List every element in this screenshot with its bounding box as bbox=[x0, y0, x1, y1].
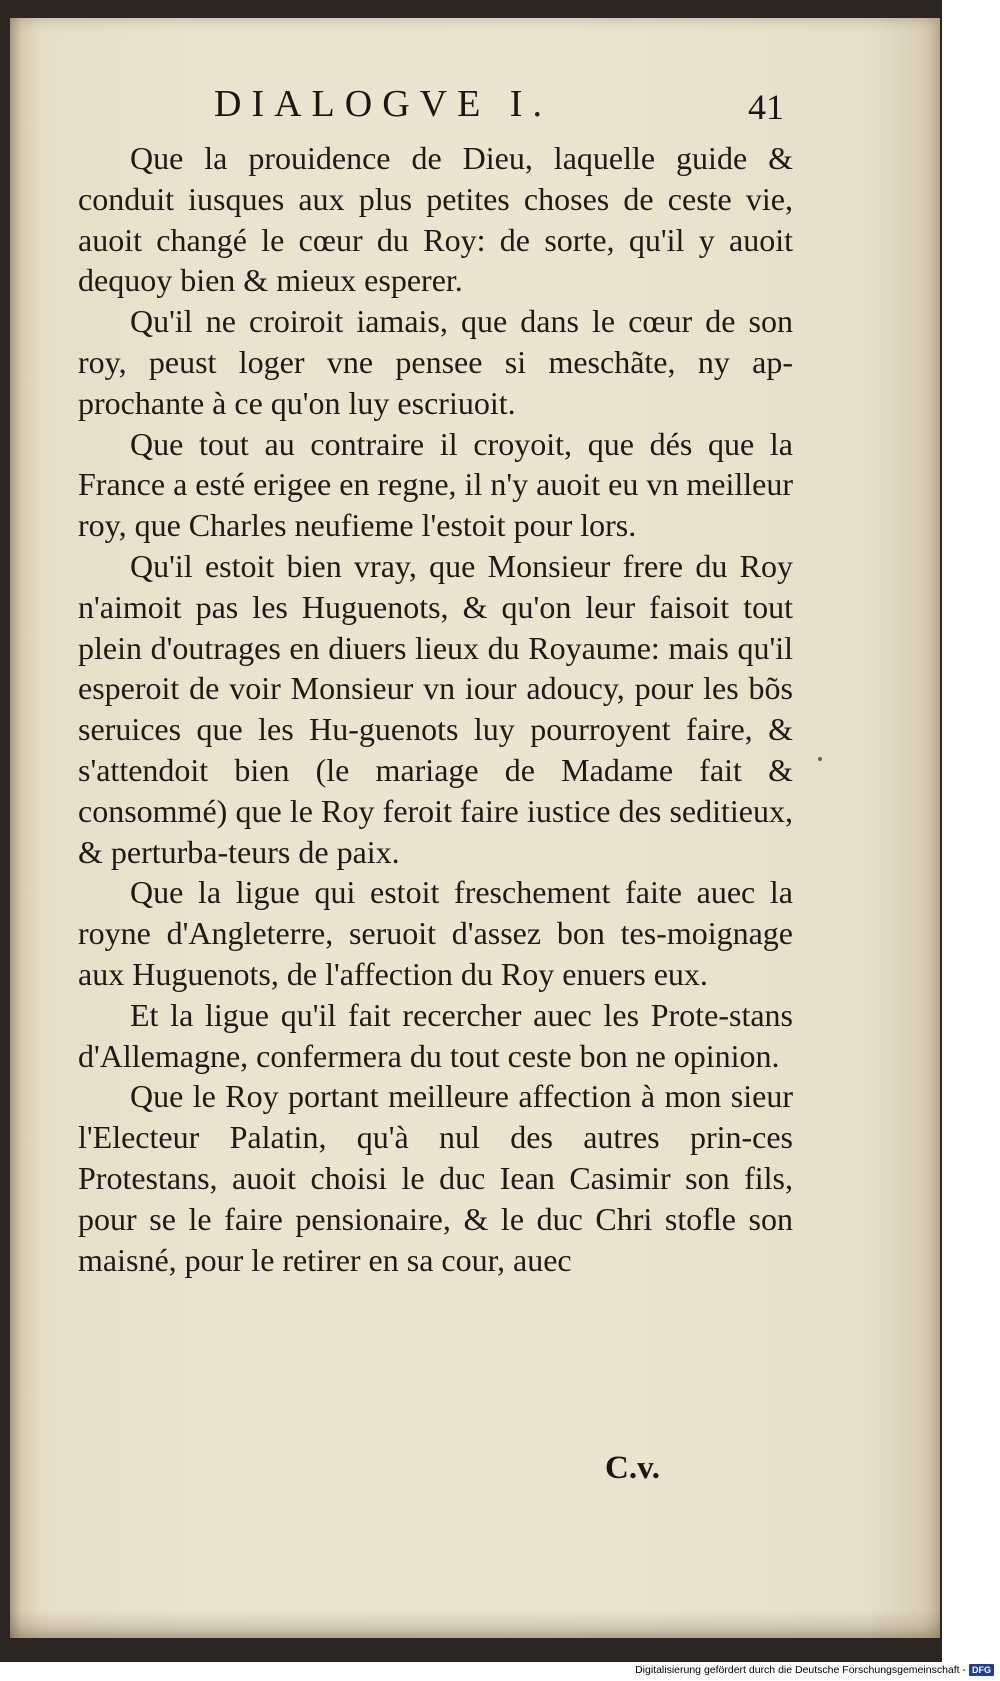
running-head bbox=[10, 76, 940, 136]
running-head-title: DIALOGVE I. bbox=[214, 83, 552, 125]
paragraph: Que la ligue qui estoit freschement faite auec la royne d'Angleterre, seruoit d'assez bon tes-moignage aux Huguenots, de l'affection du Roy enuers eux. bbox=[78, 874, 793, 992]
body-text bbox=[78, 138, 793, 1280]
funding-credit: Digitalisierung gefördert durch die Deutsche Forschungsgemeinschaft - bbox=[635, 1664, 966, 1676]
ink-speck bbox=[818, 757, 822, 761]
paragraph: Que tout au contraire il croyoit, que dés que la France a esté erigee en regne, il n'y auoit eu vn meilleur roy, que Charles neufieme l'estoit pour lors. bbox=[78, 425, 793, 544]
book-page bbox=[10, 18, 940, 1638]
paragraph: Qu'il ne croiroit iamais, que dans le cœur de son roy, peust loger vne pensee si meschãte, ny ap-prochante à ce qu'on luy escriuoit. bbox=[78, 303, 793, 421]
paragraph: Et la ligue qu'il fait recercher auec les Prote-stans d'Allemagne, confermera du tout ceste bon ne opinion. bbox=[78, 996, 793, 1074]
paragraph: Que le Roy portant meilleure affection à mon sieur l'Electeur Palatin, qu'à nul des autres prin-ces Protestans, auoit choisi le duc Iean Casimir son fils, pour se le faire pensionaire, & le duc Chri stofle son maisné, pour le retirer en sa cour, auec bbox=[78, 1078, 793, 1278]
page-number: 41 bbox=[748, 87, 784, 127]
signature-mark: C.v. bbox=[605, 1450, 661, 1486]
paragraph: Que la prouidence de Dieu, laquelle guide & conduit iusques aux plus petites choses de ceste vie, auoit changé le cœur du Roy: de sorte, qu'il y auoit dequoy bien & mieux esperer. bbox=[78, 140, 793, 299]
dfg-logo: DFG bbox=[969, 1664, 994, 1676]
digitization-footer bbox=[635, 1662, 994, 1678]
paragraph: Qu'il estoit bien vray, que Monsieur frere du Roy n'aimoit pas les Huguenots, & qu'on leur faisoit tout plein d'outrages en diuers lieux du Royaume: mais qu'il esperoit de voir Monsieur vn iour adoucy, pour les bõs seruices que les Hu-guenots luy pourroyent faire, & s'attendoit bien (le mariage de Madame fait & consommé) que le Roy feroit faire iustice des seditieux, & perturba-teurs de paix. bbox=[78, 547, 793, 870]
